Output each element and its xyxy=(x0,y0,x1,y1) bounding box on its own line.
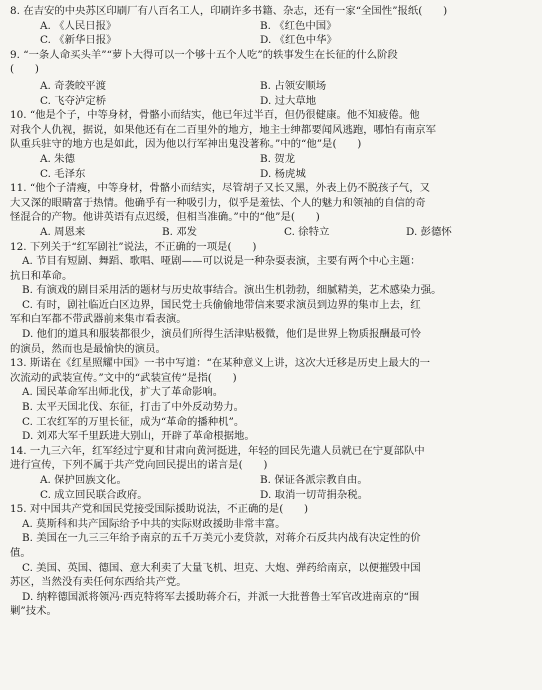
option-a[interactable]: A. 保护回族文化。 xyxy=(40,474,127,486)
option-d[interactable] xyxy=(10,327,536,356)
question-stem: 9. “一条人命买头羊”“萝卜大得可以一个够十五个人吃”的轶事发生在长征的什么阶段 xyxy=(10,48,398,61)
question-14 xyxy=(10,444,536,502)
option-a[interactable]: A. 周恩来 xyxy=(40,225,86,238)
option-c[interactable]: C. 徐特立 xyxy=(284,225,330,238)
option-b[interactable]: B. 邓发 xyxy=(162,225,198,238)
question-stem-line: 怪混合的产物。他讲英语有点迟缓，但相当准确。”中的“他”是( ) xyxy=(10,211,320,224)
option-b[interactable]: B. 《红色中国》 xyxy=(260,19,337,32)
question-10 xyxy=(10,108,536,181)
option-line: B. 有演戏的剧目采用活的题材与历史故事结合。演出生机勃勃，细腻精美，艺术感染力强。 xyxy=(22,284,442,297)
answer-options xyxy=(10,152,536,181)
option-line: B. 美国在一九三三年给予南京的五千万美元小麦贷款，对蒋介石反共内战有决定性的价 xyxy=(22,532,421,545)
option-line: C. 美国、英国、德国、意大利卖了大量飞机、坦克、大炮、弹药给南京，以便摧毁中国 xyxy=(22,561,421,574)
question-12 xyxy=(10,240,536,357)
option-b[interactable]: B. 占领安顺场 xyxy=(260,79,327,92)
question-stem-line: 14. 一九三六年，红军经过宁夏和甘肃向黄河挺进，年轻的回民先遣人员就已在宁夏部队中 xyxy=(10,444,425,457)
option-a[interactable]: A. 奇袭皎平渡 xyxy=(40,79,107,92)
option-line: D. 他们的道具和服装都很少，演员们所得生活津贴极微，他们是世界上物质报酬最可怜 xyxy=(22,328,422,341)
option-d[interactable] xyxy=(10,590,536,619)
option-d[interactable]: D. 过大草地 xyxy=(260,94,317,107)
question-9 xyxy=(10,48,536,108)
question-stem-line: 10. “他是个子，中等身材，骨骼小而结实，他已年过半百，但仍很健康。他不知疲倦。他 xyxy=(10,109,420,122)
question-stem: 8. 在吉安的中央苏区印刷厂有八百名工人，印刷许多书籍、杂志，还有一家“全国性”报纸( ) xyxy=(10,5,448,17)
option-b[interactable]: B. 太平天国北伐、东征，打击了中外反动势力。 xyxy=(22,401,245,414)
option-c[interactable]: C. 工农红军的万里长征，成为“革命的播种机”。 xyxy=(22,415,245,428)
question-stem-line: 13. 斯诺在《红星照耀中国》一书中写道：“在某种意义上讲，这次大迁移是历史上最大的一 xyxy=(10,357,430,370)
option-line: D. 纳粹德国派将领冯·西克特将军去援助蒋介石，并派一大批普鲁士军官改进南京的“围 xyxy=(22,590,420,603)
option-a[interactable] xyxy=(10,517,536,532)
option-line: C. 有时，剧社临近白区边界，国民党士兵偷偷地带信来要求演员到边界的集市上去，红 xyxy=(22,298,421,311)
option-line: 的演员，然而也是最愉快的演员。 xyxy=(10,342,166,355)
exam-page xyxy=(10,4,536,619)
question-stem-line: 队重兵驻守的地方也是如此，因为他以行军神出鬼没著称。”中的“他”是( ) xyxy=(10,138,362,151)
option-b[interactable]: B. 保证各派宗教自由。 xyxy=(260,474,368,486)
question-stem: 12. 下列关于“红军剧社”说法，不正确的一项是( ) xyxy=(10,240,257,253)
option-line: 军和白军都不带武器前来集市看表演。 xyxy=(10,313,187,326)
option-b[interactable] xyxy=(10,531,536,560)
option-c[interactable]: C. 毛泽东 xyxy=(40,167,86,180)
answer-blank: ( ) xyxy=(10,63,39,76)
question-11 xyxy=(10,181,536,239)
option-a[interactable]: A. 朱德 xyxy=(40,152,75,165)
question-13 xyxy=(10,356,536,444)
question-8 xyxy=(10,4,536,48)
question-stem: 15. 对中国共产党和国民党接受国际援助说法，不正确的是( ) xyxy=(10,503,309,516)
question-stem-line: 大又深的眼睛富于热情。他确乎有一种吸引力，似乎是羞怯、个人的魅力和领袖的自信的奇 xyxy=(10,196,426,209)
option-line: A. 莫斯科和共产国际给予中共的实际财政援助非常丰富。 xyxy=(22,517,286,530)
option-d[interactable]: D. 杨虎城 xyxy=(260,167,306,180)
answer-options xyxy=(10,473,536,502)
option-c[interactable] xyxy=(10,561,536,590)
option-c[interactable]: C. 《新华日报》 xyxy=(40,34,117,47)
option-line: 抗日和革命。 xyxy=(10,269,73,282)
answer-options xyxy=(10,225,536,240)
option-b[interactable]: B. 贺龙 xyxy=(260,152,296,165)
option-line: 值。 xyxy=(10,546,31,559)
option-b[interactable] xyxy=(10,283,536,298)
question-15 xyxy=(10,502,536,619)
option-d[interactable]: D. 《红色中华》 xyxy=(260,34,337,47)
option-d[interactable]: D. 刘邓大军千里跃进大别山，开辟了革命根据地。 xyxy=(22,430,255,443)
question-stem-line: 11. “他个子清瘦，中等身材，骨骼小而结实，尽管胡子又长又黑，外表上仍不脱孩子气，又 xyxy=(10,182,430,195)
answer-options xyxy=(10,19,536,48)
answer-options xyxy=(10,79,536,108)
option-c[interactable] xyxy=(10,298,536,327)
option-c[interactable]: C. 飞夺泸定桥 xyxy=(40,94,107,107)
option-d[interactable]: D. 彭德怀 xyxy=(406,225,452,238)
question-stem-line: 对我个人仇视，据说，如果他还有在二百里外的地方，地主士绅都要闻风逃跑，哪怕有南京军 xyxy=(10,123,437,136)
option-a[interactable]: A. 《人民日报》 xyxy=(40,19,117,32)
option-c[interactable]: C. 成立回民联合政府。 xyxy=(40,488,148,501)
question-stem-line: 进行宣传，下列不属于共产党向回民提出的诺言是( ) xyxy=(10,459,268,472)
option-line: 剿”技术。 xyxy=(10,605,57,618)
option-d[interactable]: D. 取消一切苛捐杂税。 xyxy=(260,488,369,501)
option-a[interactable]: A. 国民革命军出师北伐，扩大了革命影响。 xyxy=(22,386,224,399)
option-a[interactable] xyxy=(10,254,536,283)
option-line: A. 节目有短剧、舞蹈、歌唱、哑剧——可以说是一种杂耍表演，主要有两个中心主题： xyxy=(22,255,421,268)
option-line: 苏区，当然没有卖任何东西给共产党。 xyxy=(10,576,187,589)
question-stem-line: 次流动的武装宣传。”文中的“武装宣传”是指( ) xyxy=(10,371,237,384)
